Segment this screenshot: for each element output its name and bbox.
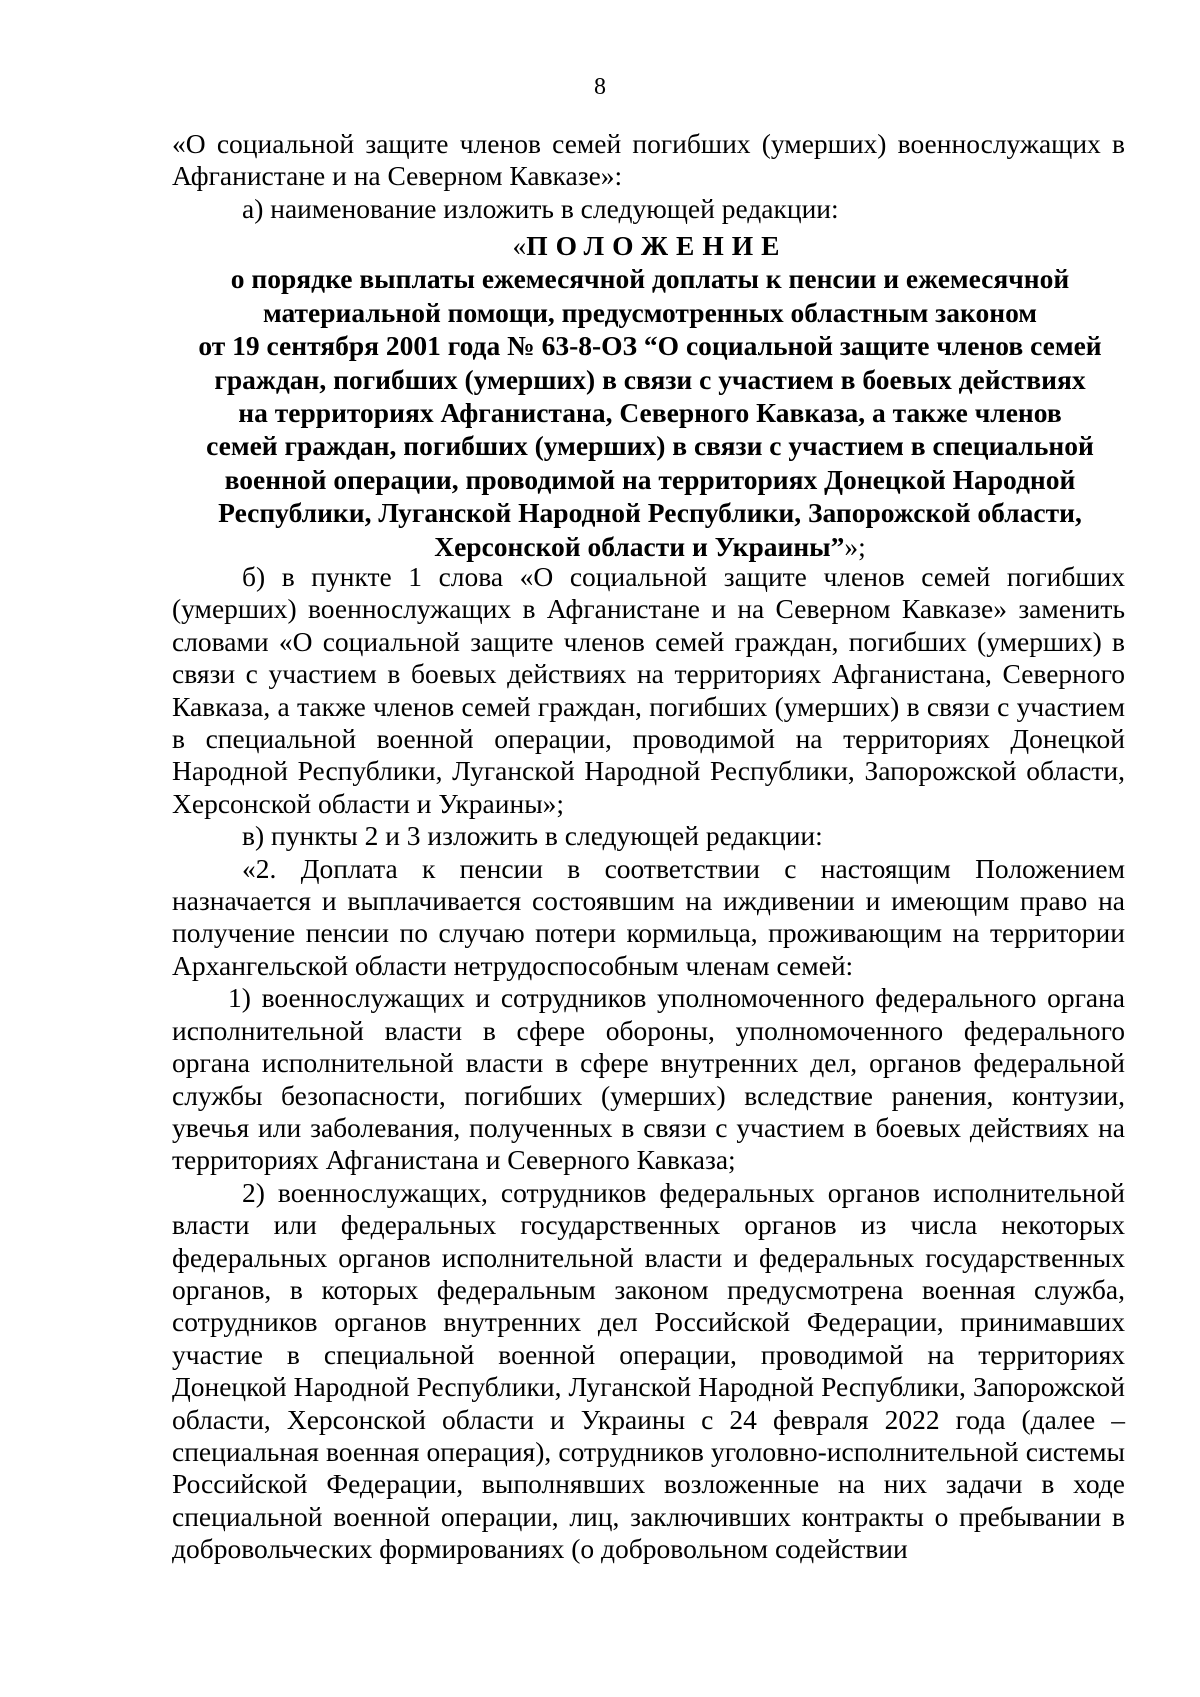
point-2: «2. Доплата к пенсии в соответствии с настоящим Положением назначается и выплачивается состоявшим на иждивении и имеющим право на получение пенсии по случаю потери кормильца, проживающим на территории Архангельской области нетрудоспособным членам семей: xyxy=(172,852,1125,981)
heading-title-line xyxy=(150,229,1150,262)
heading-closing: »; xyxy=(844,530,866,562)
page-number: 8 xyxy=(594,74,606,100)
item-v: в) пункты 2 и 3 изложить в следующей редакции: xyxy=(242,820,823,852)
heading-line: от 19 сентября 2001 года № 63-8-ОЗ “О социальной защите членов семей xyxy=(198,330,1102,362)
heading-open-quote: « xyxy=(512,230,527,261)
heading-line: Республики, Луганской Народной Республики, Запорожской области, xyxy=(218,497,1082,529)
heading-line: материальной помощи, предусмотренных областным законом xyxy=(262,296,1038,328)
intro-law-title: «О социальной защите членов семей погибших (умерших) военнослужащих в Афганистане и на Северном Кавказе»: xyxy=(172,128,1125,192)
heading-last-line-text: Херсонской области и Украины” xyxy=(434,530,845,562)
heading-line: граждан, погибших (умерших) в связи с участием в боевых действиях xyxy=(214,363,1086,395)
subpoint-2: 2) военнослужащих, сотрудников федеральных органов исполнительной власти или федеральных государственных органов из числа некоторых федеральных органов исполнительной власти и федеральных государственных органов, в которых федеральным законом предусмотрена военная служба, сотрудников органов внутренних дел Российской Федерации, принимавших участие в специальной военной операции, проводимой на территориях Донецкой Народной Республики, Луганской Народной Республики, Запорожской области, Херсонской области и Украины с 24 февраля 2022 года (далее – специальная военная операция), сотрудников уголовно-исполнительной системы Российской Федерации, выполнявших возложенные на них задачи в ходе специальной военной операции, лиц, заключивших контракты о пребывании в добровольческих формированиях (о добровольном содействии xyxy=(172,1176,1125,1565)
intro-block xyxy=(172,128,1125,225)
heading-line: семей граждан, погибших (умерших) в связи с участием в специальной xyxy=(206,430,1094,462)
heading-line: о порядке выплаты ежемесячной доплаты к пенсии и ежемесячной xyxy=(230,263,1070,295)
heading-title-text: ПОЛОЖЕНИЕ xyxy=(526,230,788,261)
body-block xyxy=(172,561,1125,1566)
heading-line: на территориях Афганистана, Северного Кавказа, а также членов xyxy=(238,397,1062,429)
heading-line: военной операции, проводимой на территориях Донецкой Народной xyxy=(224,463,1076,495)
item-a: а) наименование изложить в следующей редакции: xyxy=(242,192,839,224)
heading-last-line xyxy=(150,530,1150,563)
heading-title xyxy=(512,230,787,261)
subpoint-1: 1) военнослужащих и сотрудников уполномоченного федерального органа исполнительной власти в сфере обороны, уполномоченного федерального органа исполнительной власти в сфере внутренних дел, органов федеральной службы безопасности, погибших (умерших) вследствие ранения, контузии, увечья или заболевания, полученных в связи с участием в боевых действиях на территориях Афганистана и Северного Кавказа; xyxy=(172,982,1125,1176)
item-b: б) в пункте 1 слова «О социальной защите членов семей погибших (умерших) военнослужащих в Афганистане и на Северном Кавказе» заменить словами «О социальной защите членов семей граждан, погибших (умерших) в связи с участием в боевых действиях на территориях Афганистана, Северного Кавказа, а также членов семей граждан, погибших (умерших) в связи с участием в специальной военной операции, проводимой на территориях Донецкой Народной Республики, Луганской Народной Республики, Запорожской области, Херсонской области и Украины»; xyxy=(172,561,1125,819)
regulation-heading xyxy=(150,229,1150,563)
